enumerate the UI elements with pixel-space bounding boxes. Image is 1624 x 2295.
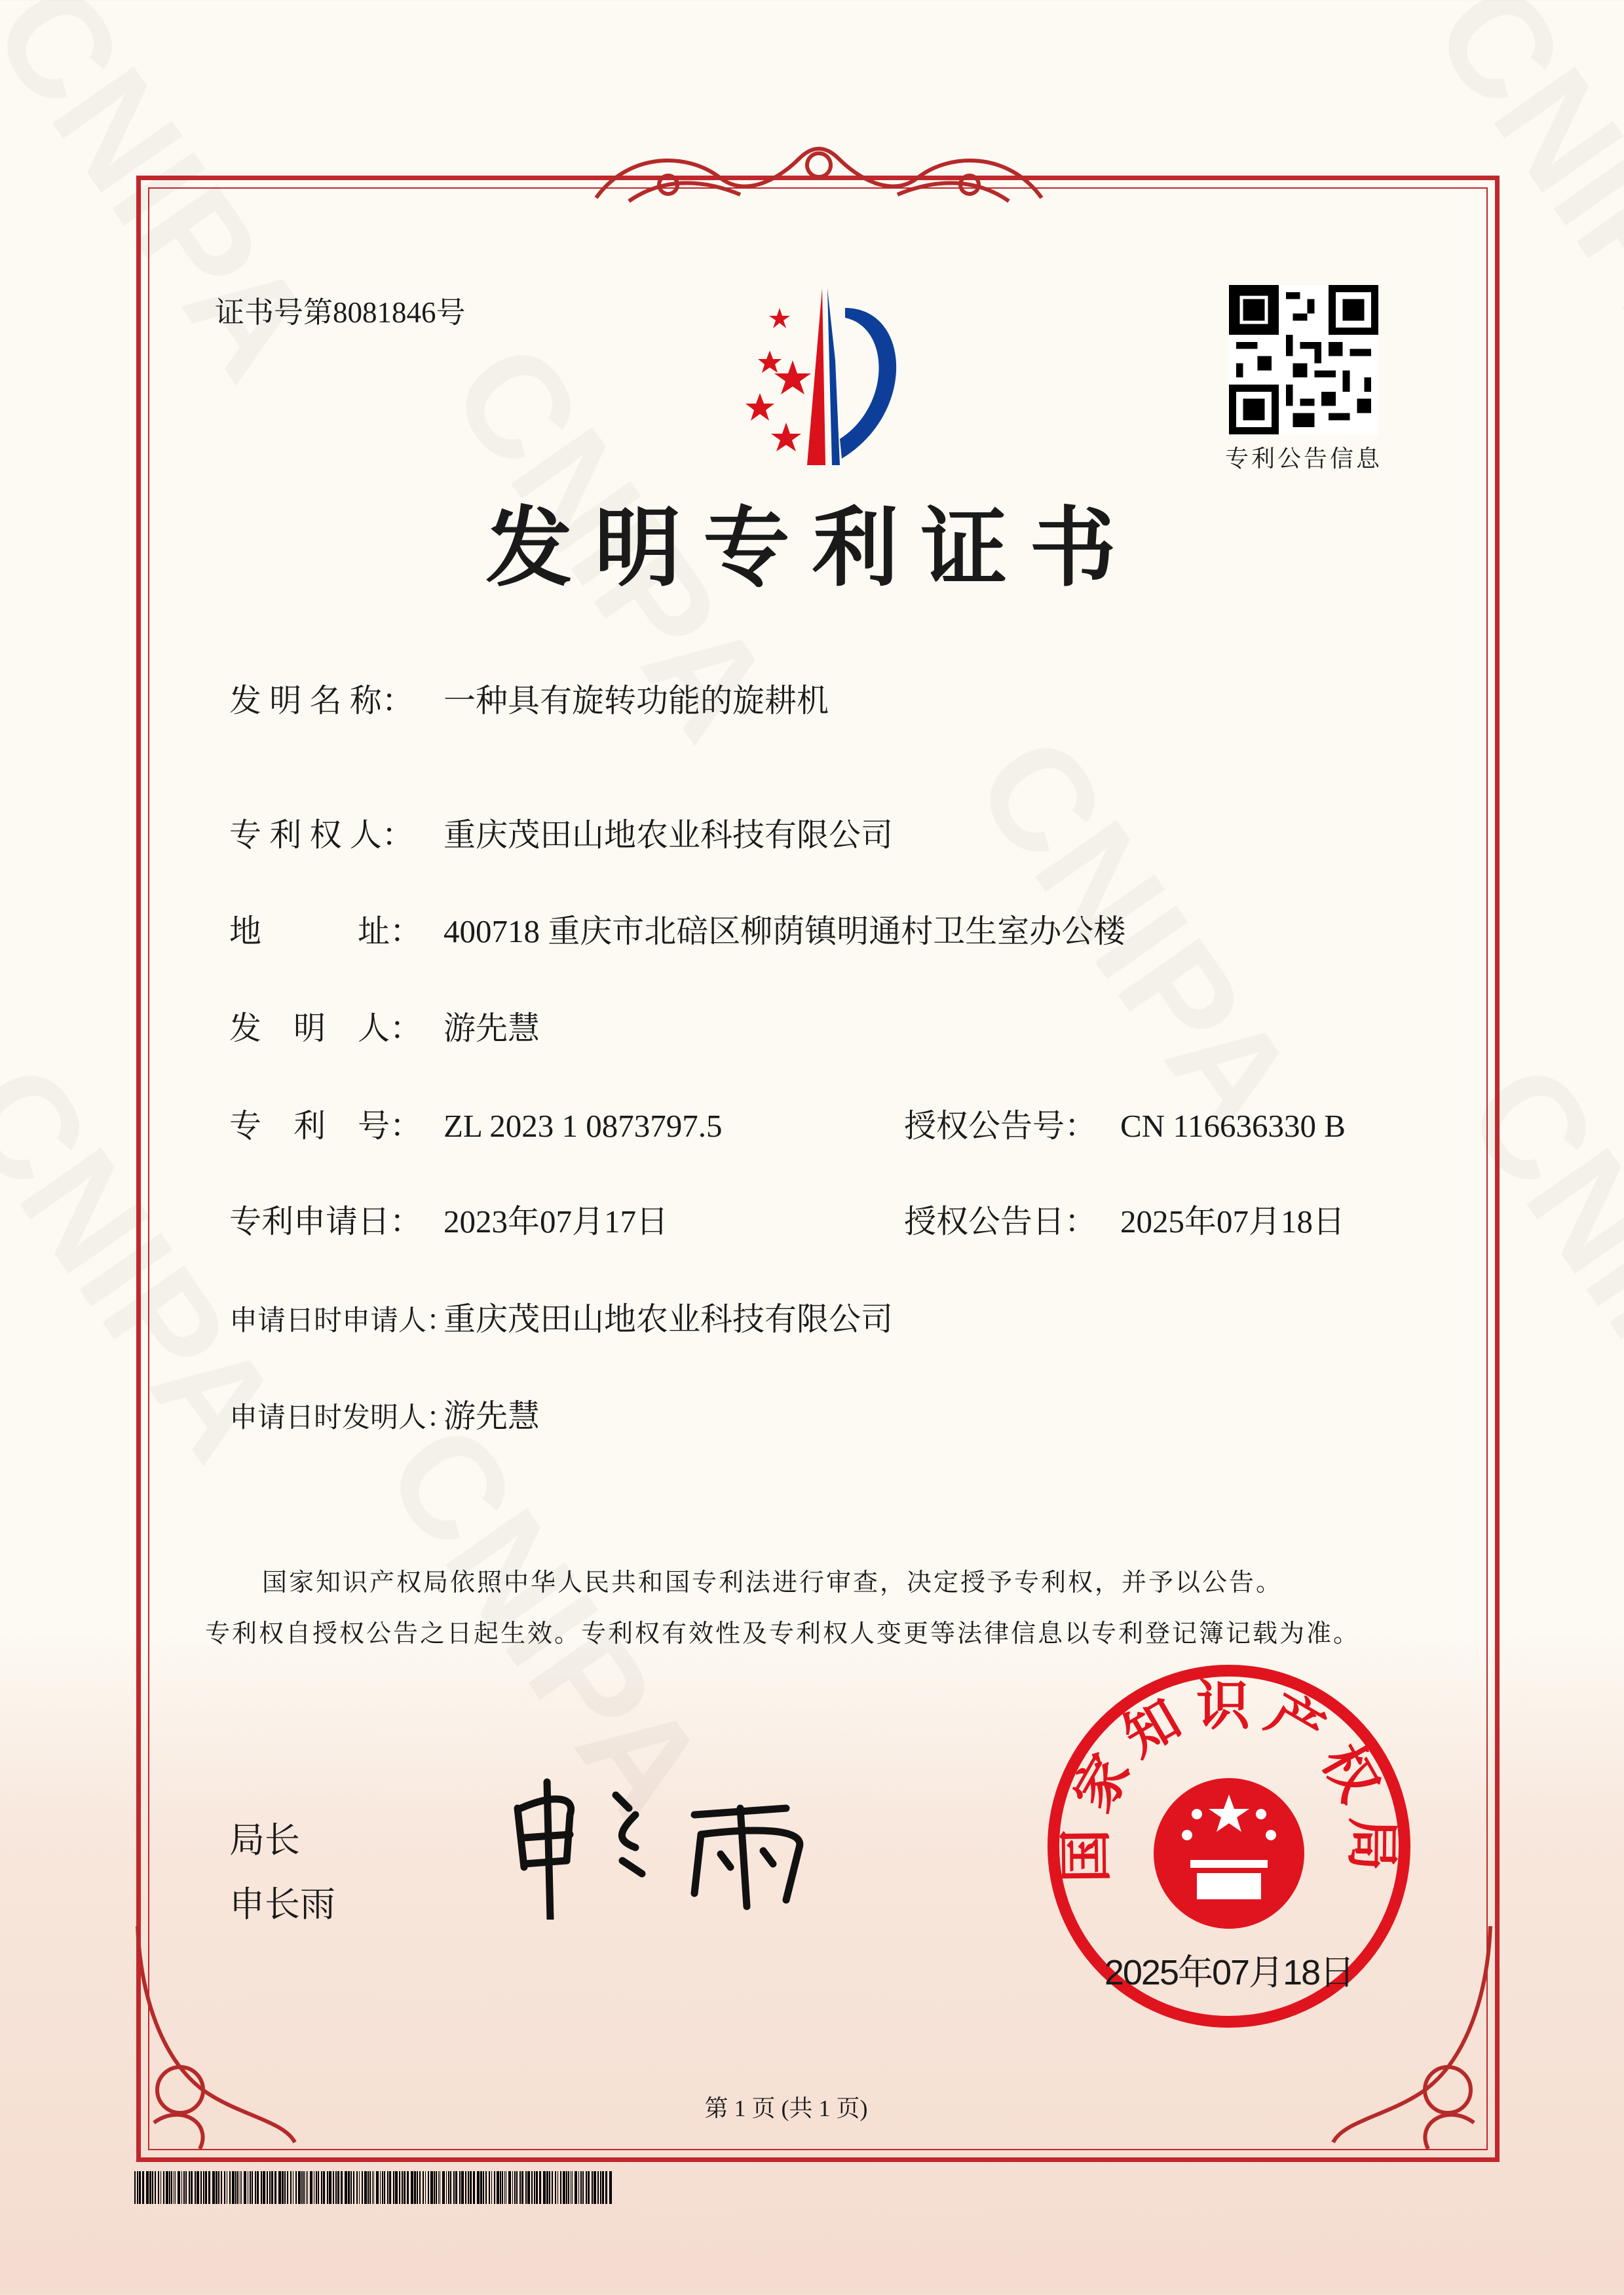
field-address bbox=[229, 906, 1125, 952]
statement-line-1: 国家知识产权局依照中华人民共和国专利法进行审查，决定授予专利权，并予以公告。 bbox=[262, 1569, 1283, 1597]
field-label: 专 利 号： bbox=[229, 1108, 423, 1144]
cnipa-logo bbox=[694, 282, 943, 478]
director-name: 申长雨 bbox=[229, 1884, 335, 1925]
field-label: 授权公告号： bbox=[904, 1108, 1097, 1144]
field-value: 重庆茂田山地农业科技有限公司 bbox=[444, 817, 894, 853]
field-grant-pub-date bbox=[904, 1196, 1345, 1242]
qr-code[interactable] bbox=[1229, 285, 1378, 434]
field-value: 2025年07月18日 bbox=[1120, 1204, 1346, 1240]
field-applicant-at-filing bbox=[229, 1294, 893, 1340]
top-ornament bbox=[590, 139, 1048, 212]
field-value: 游先慧 bbox=[444, 1010, 540, 1046]
corner-ornament-right bbox=[1330, 1926, 1500, 2162]
director-signature bbox=[504, 1769, 839, 1920]
page-title: 发明专利证书 bbox=[485, 498, 1139, 599]
qr-caption: 专利公告信息 bbox=[1224, 446, 1382, 472]
field-label: 授权公告日： bbox=[904, 1204, 1097, 1240]
field-label: 专利申请日： bbox=[229, 1204, 423, 1240]
field-grant-pub-no bbox=[904, 1101, 1346, 1147]
seal-text: 国家知识产权局 bbox=[1055, 1675, 1403, 1884]
field-inventor-at-filing bbox=[229, 1391, 540, 1437]
page-number: 第 1 页 (共 1 页) bbox=[704, 2095, 868, 2121]
director-title: 局长 bbox=[229, 1819, 300, 1861]
field-filing-date bbox=[229, 1196, 668, 1242]
field-value: ZL 2023 1 0873797.5 bbox=[444, 1108, 723, 1144]
barcode bbox=[134, 2171, 613, 2204]
seal-date: 2025年07月18日 bbox=[1104, 1953, 1354, 1992]
field-value: 重庆茂田山地农业科技有限公司 bbox=[444, 1301, 894, 1337]
corner-ornament-left bbox=[128, 1926, 298, 2162]
field-inventor bbox=[229, 1003, 540, 1049]
field-invention-name bbox=[229, 675, 829, 721]
statement-line-2: 专利权自授权公告之日起生效。专利权有效性及专利权人变更等法律信息以专利登记簿记载为准。 bbox=[205, 1620, 1361, 1648]
field-value: 游先慧 bbox=[444, 1398, 540, 1434]
field-patent-no bbox=[229, 1101, 723, 1147]
field-label: 发 明 名 称： bbox=[229, 683, 414, 719]
field-value: 2023年07月17日 bbox=[444, 1204, 669, 1240]
field-label: 申请日时申请人： bbox=[229, 1306, 455, 1337]
field-value: 一种具有旋转功能的旋耕机 bbox=[444, 683, 829, 719]
certificate-number: 证书号第8081846号 bbox=[215, 296, 466, 329]
field-label: 发 明 人： bbox=[229, 1010, 423, 1046]
field-value: CN 116636330 B bbox=[1120, 1108, 1346, 1144]
field-label: 专 利 权 人： bbox=[229, 817, 414, 853]
field-patentee bbox=[229, 810, 893, 856]
field-value: 400718 重庆市北碚区柳荫镇明通村卫生室办公楼 bbox=[444, 913, 1126, 949]
field-label: 地 址： bbox=[229, 913, 423, 949]
field-label: 申请日时发明人： bbox=[229, 1403, 455, 1433]
